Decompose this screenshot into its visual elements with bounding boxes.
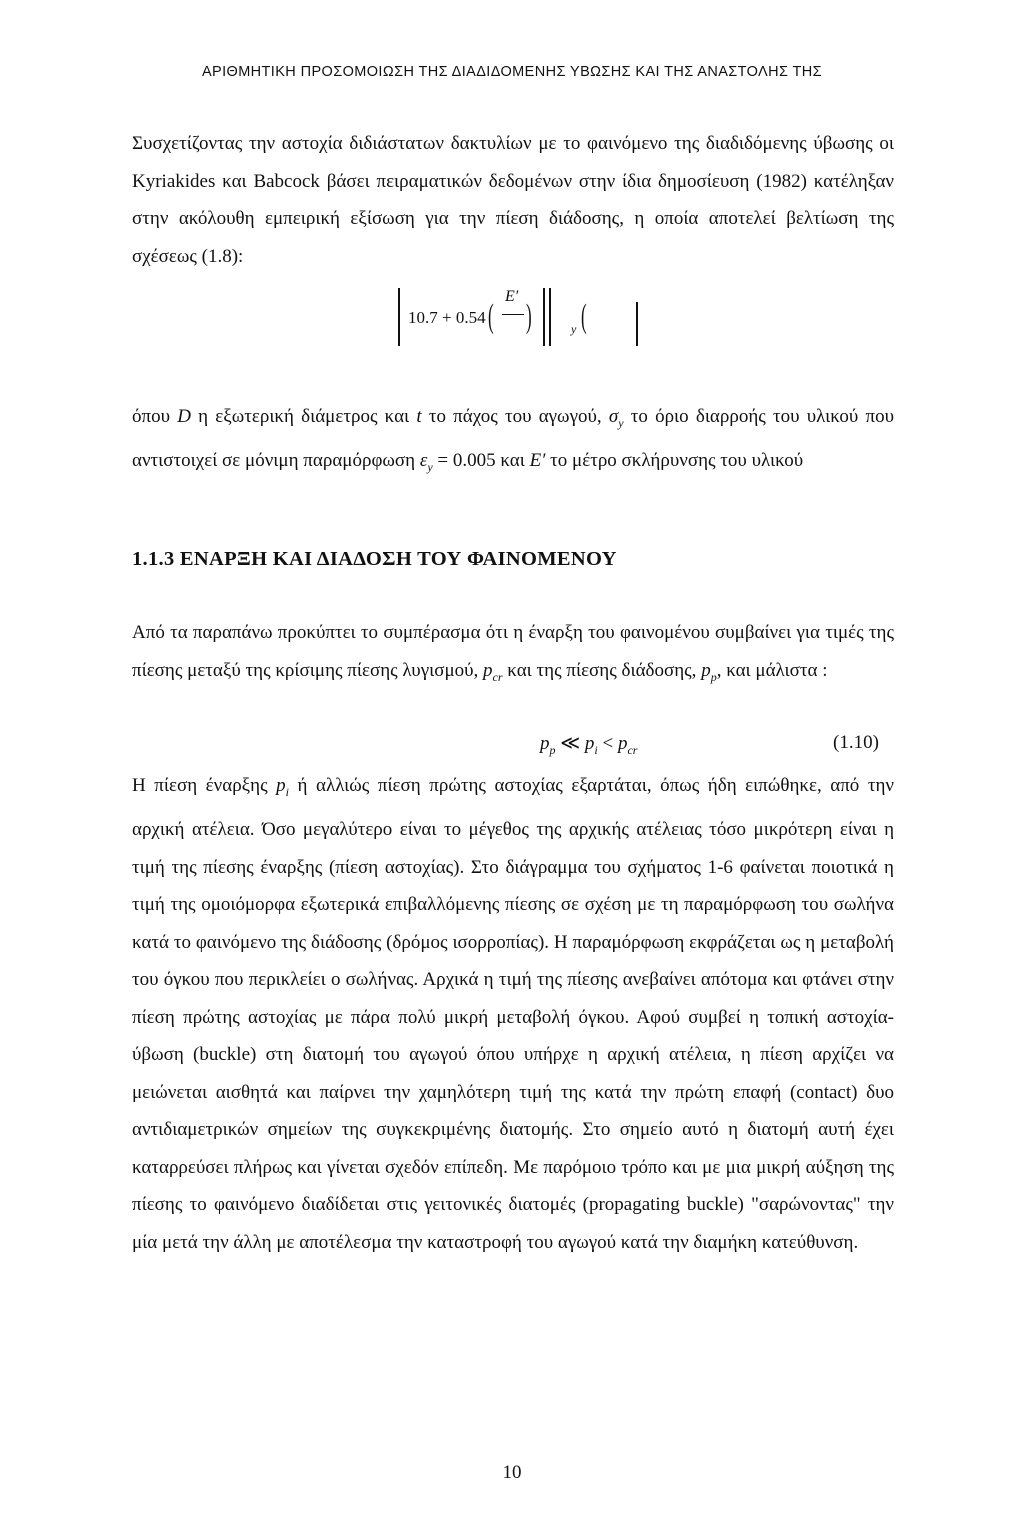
section-heading: 1.1.3 ΕΝΑΡΞΗ ΚΑΙ ΔΙΑΔΟΣΗ ΤΟΥ ΦΑΙΝΟΜΕΝΟΥ [132,548,617,570]
var-t: t [416,406,422,427]
less-than: < [597,733,618,754]
text: και [495,450,530,472]
p-subscript: p [549,742,556,757]
text: το όριο διαρροής του υλικού που αντιστοιχεί σε μόνιμη παραμόρφωση [132,406,895,472]
paragraph-symbols [132,398,894,487]
var-p-cr [483,659,503,684]
formula-bar-right [636,302,638,346]
formula-bar-left [398,288,400,346]
epsilon-value: = 0.005 [432,450,496,472]
text: Η πίεση έναρξης [132,775,277,796]
epsilon-subscript: y [427,460,433,475]
epsilon: ε [419,450,428,472]
formula-fraction-numerator: E′ [505,288,519,305]
text: η εξωτερική διάμετρος και [190,406,417,427]
var-E-prime: E′ [529,450,546,472]
p-subscript: cr [627,742,638,757]
paragraph-intro: Συσχετίζοντας την αστοχία διδιάστατων δακτυλίων με το φαινόμενο της διαδιδόμενης ύβωσης οι Kyriakides και Babcock βάσει πειραματικών δεδομένων στην ίδια δημοσίευση (1982) κατέληξαν στην ακόλουθη εμπειρική εξίσωση για την πίεση διάδοσης, η οποία αποτελεί βελτίωση της σχέσεως (1.8): [132,133,894,267]
p-subscript: cr [492,669,503,684]
p: p [483,659,493,681]
p: p [617,733,628,754]
var-p-p [701,659,717,684]
formula-paren-close: ) [526,298,532,335]
formula-bar-mid2 [549,288,551,346]
text: , και μάλιστα : [716,659,828,681]
p: p [276,775,286,796]
propagation-pressure-formula [398,288,658,358]
formula-paren-open: ( [488,298,494,335]
formula-paren-open-2: ( [581,298,587,335]
sigma: σ [608,406,619,427]
much-less-than: ≪ [555,733,585,754]
pressure-inequality [540,732,637,758]
equation-number: (1.10) [833,732,879,753]
page-number: 10 [502,1462,522,1483]
formula-coefficient: 10.7 + 0.54 [408,308,486,327]
text: και της πίεσης διάδοσης, [502,659,702,681]
p-subscript: i [594,742,598,757]
paragraph-onset [132,614,894,696]
sigma-subscript: y [618,415,624,430]
p: p [701,659,711,681]
var-D: D [177,406,191,427]
formula-bar-mid1 [543,288,545,346]
p: p [584,733,595,754]
paragraph-description [132,767,894,1261]
formula-fraction-line [502,314,524,315]
text: το μέτρο σκλήρυνσης του υλικού [545,450,804,472]
p-subscript: i [285,784,289,799]
running-header: ΑΡΙΘΜΗΤΙΚΗ ΠΡΟΣΟΜΟΙΩΣΗ ΤΗΣ ΔΙΑΔΙΔΟΜΕΝΗΣ ΥΒΩΣΗΣ ΚΑΙ ΤΗΣ ΑΝΑΣΤΟΛΗΣ ΤΗΣ [201,64,823,80]
p-subscript: p [710,669,717,684]
text: ή αλλιώς πίεση πρώτης αστοχίας εξαρτάται, όπως ήδη ειπώθηκε, από την αρχική ατέλεια. Όσο μεγαλύτερο είναι το μέγεθος της αρχικής ατέλειας τόσο μικρότερη είναι η τιμή της πίεσης έναρξης (πίεση αστοχίας). Στο διάγραμμα του σχήματος 1-6 φαίνεται ποιοτικά η τιμή της ομοιόμορφα εξωτερικά επιβαλλόμενης πίεσης σε σχέση με τη παραμόρφωση του σωλήνα κατά το φαινόμενο της διάδοσης (δρόμος ισορροπίας). Η παραμόρφωση εκφράζεται ως η μεταβολή του όγκου που περικλείει ο σωλήνας. Αρχικά η τιμή της πίεσης ανεβαίνει απότομα και φτάνει στην πίεση πρώτης αστοχίας με πάρα πολύ μικρή μεταβολή όγκου. Αφού συμβεί η τοπική αστοχία-ύβωση (buckle) στη διατομή του αγωγού όπου υπήρχε η αρχική ατέλεια, η πίεση αρχίζει να μειώνεται αισθητά και παίρνει την χαμηλότερη τιμή της κατά την πρώτη επαφή (contact) δυο αντιδιαμετρικών σημείων της συγκεκριμένης διατομής. Στο σημείο αυτό η διατομή αυτή έχει καταρρεύσει πλήρως και γίνεται σχεδόν επίπεδη. Με παρόμοιο τρόπο και με μια μικρή αύξηση της πίεσης το φαινόμενο διαδίδεται στις γειτονικές διατομές (propagating buckle) "σαρώνοντας" την μία μετά την άλλη με αποτέλεσμα την καταστροφή του αγωγού κατά την διαμήκη κατεύθυνση. [132,775,894,1253]
formula-subscript-y: y [571,322,577,336]
text: όπου [132,406,178,427]
text: το πάχος του αγωγού, [421,406,609,427]
var-p-i [276,775,289,799]
text: Από τα παραπάνω προκύπτει το συμπέρασμα ότι η έναρξη του φαινομένου συμβαίνει για τιμές της πίεσης μεταξύ της κρίσιμης πίεσης λυγισμού, [132,622,894,681]
var-sigma-y [608,406,624,430]
p: p [540,733,550,754]
var-epsilon-y [419,450,433,475]
